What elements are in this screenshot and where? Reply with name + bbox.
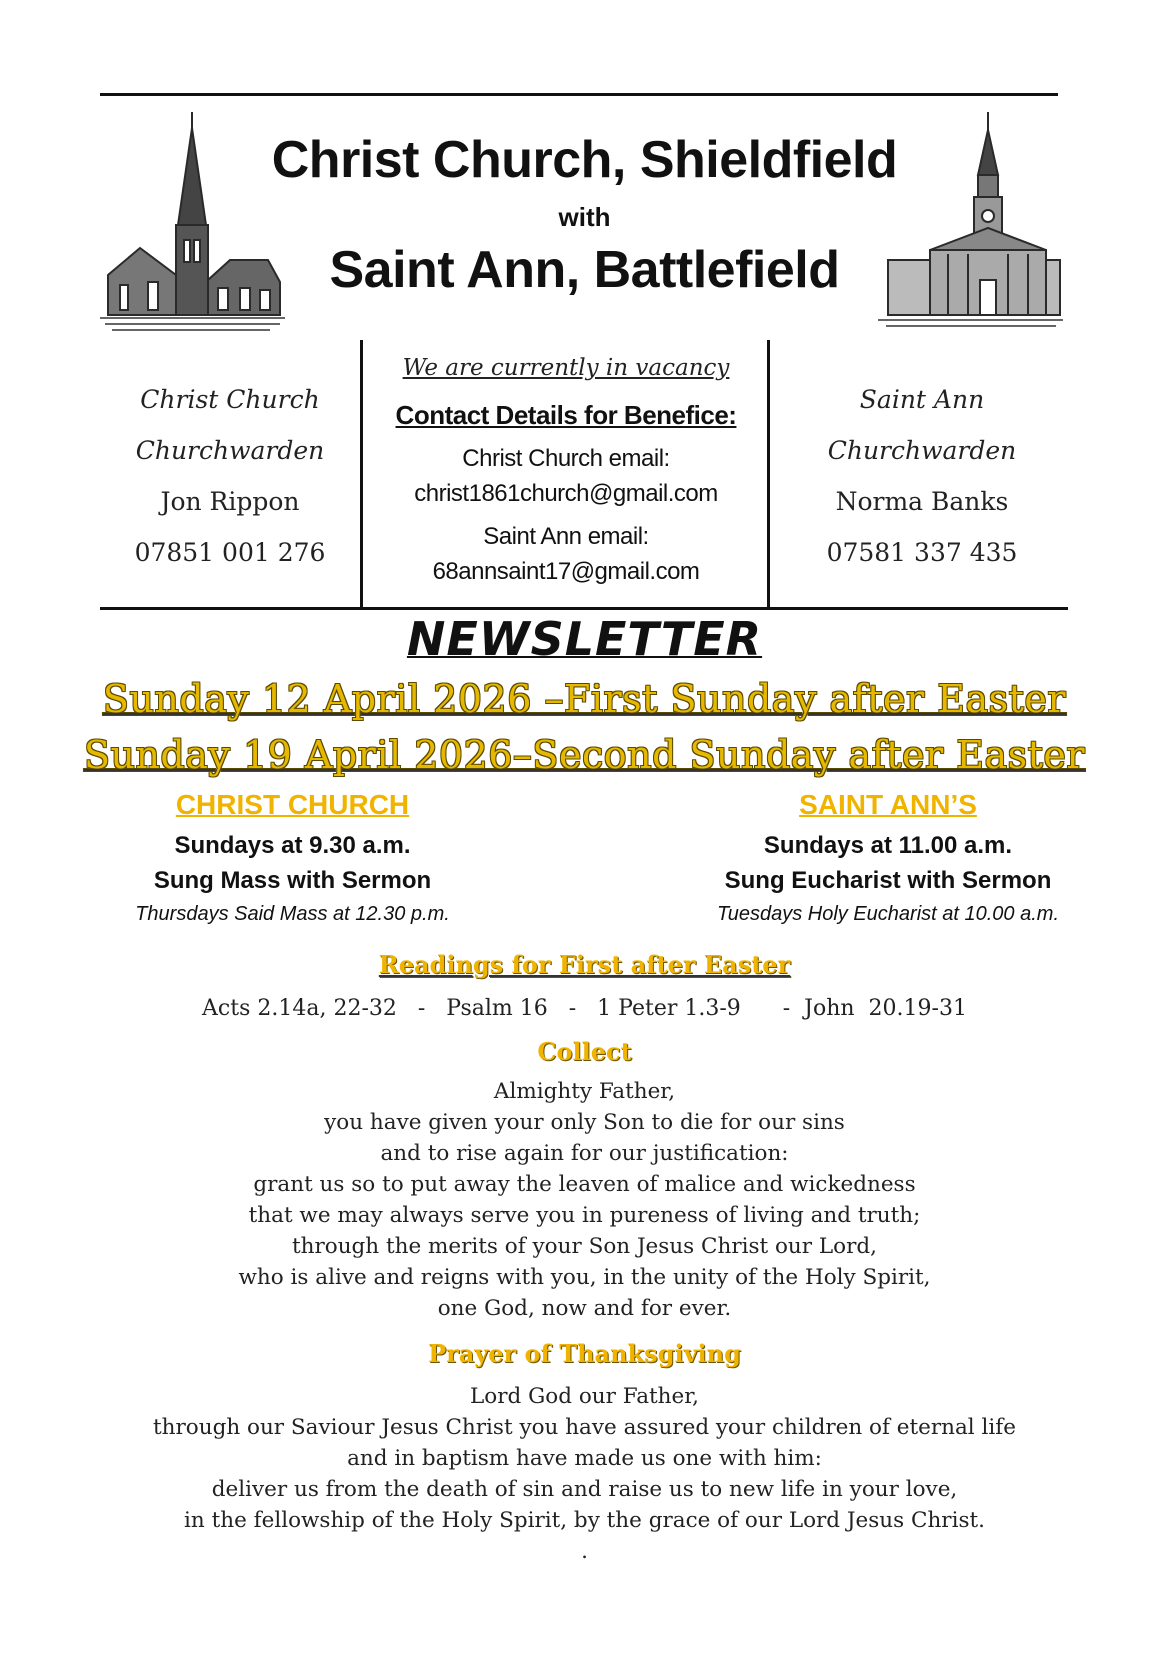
contact-bottom-rule <box>100 607 1068 610</box>
collect-line: grant us so to put away the leaven of malice and wickedness <box>253 1172 916 1197</box>
collect-line: Almighty Father, <box>493 1079 676 1104</box>
saint-ann-services <box>688 785 1088 929</box>
sa-email[interactable]: 68annsaint17@gmail.com <box>432 558 700 585</box>
thanksgiving-line: and in baptism have made us one with him: <box>347 1446 822 1471</box>
saint-ann-role: Churchwarden <box>827 436 1017 465</box>
benefice-heading: Contact Details for Benefice: <box>395 400 737 430</box>
christ-church-role: Churchwarden <box>135 436 325 465</box>
collect-line: through the merits of your Son Jesus Christ our Lord, <box>291 1234 877 1259</box>
saint-ann-weekday-service: Tuesdays Holy Eucharist at 10.00 a.m. <box>716 903 1059 925</box>
christ-church-sunday-service: Sung Mass with Sermon <box>153 867 432 894</box>
title-line2: Saint Ann, Battlefield <box>329 241 840 299</box>
readings-text: Acts 2.14a, 22-32 - Psalm 16 - 1 Peter 1.3-9 - John 20.19-31 <box>202 996 967 1021</box>
title-line1: Christ Church, Shieldfield <box>271 131 898 189</box>
collect-line: one God, now and for ever. <box>437 1296 732 1321</box>
collect-line: who is alive and reigns with you, in the unity of the Holy Spirit, <box>238 1265 931 1290</box>
readings-heading: Readings for First after Easter <box>378 950 791 979</box>
saint-ann-warden-name: Norma Banks <box>835 487 1009 516</box>
cc-email-label: Christ Church email: <box>462 445 670 472</box>
thanksgiving-heading: Prayer of Thanksgiving <box>428 1339 741 1368</box>
benefice-contact <box>366 348 766 590</box>
sa-email-label: Saint Ann email: <box>483 523 649 550</box>
saint-ann-sunday-service: Sung Eucharist with Sermon <box>724 867 1052 894</box>
christ-church-contact <box>100 374 360 578</box>
date-line-2: Sunday 19 April 2026–Second Sunday after Easter <box>83 733 1086 777</box>
christ-church-weekday-service: Thursdays Said Mass at 12.30 p.m. <box>135 903 450 925</box>
saint-ann-contact <box>792 374 1052 578</box>
saint-ann-label: Saint Ann <box>859 385 985 414</box>
christ-church-warden-name: Jon Rippon <box>160 487 300 516</box>
thanksgiving-text <box>0 1381 1169 1567</box>
collect-text <box>0 1076 1169 1324</box>
christ-church-sunday-time: Sundays at 9.30 a.m. <box>174 832 411 859</box>
collect-line: and to rise again for our justification: <box>380 1141 789 1166</box>
collect-line: that we may always serve you in pureness of living and truth; <box>248 1203 921 1228</box>
saint-ann-sunday-time: Sundays at 11.00 a.m. <box>763 832 1013 859</box>
contact-divider-right <box>767 340 770 607</box>
top-rule <box>100 93 1058 96</box>
cc-email[interactable]: christ1861church@gmail.com <box>414 480 718 507</box>
thanksgiving-line: deliver us from the death of sin and raise us to new life in your love, <box>211 1477 958 1502</box>
thanksgiving-line: in the fellowship of the Holy Spirit, by the grace of our Lord Jesus Christ. <box>184 1508 985 1533</box>
title-with: with <box>558 202 611 232</box>
newsletter-title: NEWSLETTER <box>406 612 763 666</box>
saint-ann-phone[interactable]: 07581 337 435 <box>826 538 1018 567</box>
collect-line: you have given your only Son to die for our sins <box>324 1110 845 1135</box>
vacancy-notice: We are currently in vacancy <box>402 355 730 381</box>
christ-church-label: Christ Church <box>140 385 320 414</box>
thanksgiving-line: Lord God our Father, <box>470 1384 699 1409</box>
date-line-1: Sunday 12 April 2026 –First Sunday after Easter <box>102 677 1067 721</box>
saint-ann-heading: SAINT ANN’S <box>799 789 977 820</box>
collect-heading: Collect <box>537 1037 632 1066</box>
contact-divider-left <box>360 340 363 607</box>
christ-church-phone[interactable]: 07851 001 276 <box>134 538 326 567</box>
christ-church-services <box>95 785 490 929</box>
thanksgiving-line: . <box>581 1539 588 1564</box>
christ-church-heading: CHRIST CHURCH <box>175 789 410 820</box>
thanksgiving-line: through our Saviour Jesus Christ you have assured your children of eternal life <box>153 1415 1016 1440</box>
